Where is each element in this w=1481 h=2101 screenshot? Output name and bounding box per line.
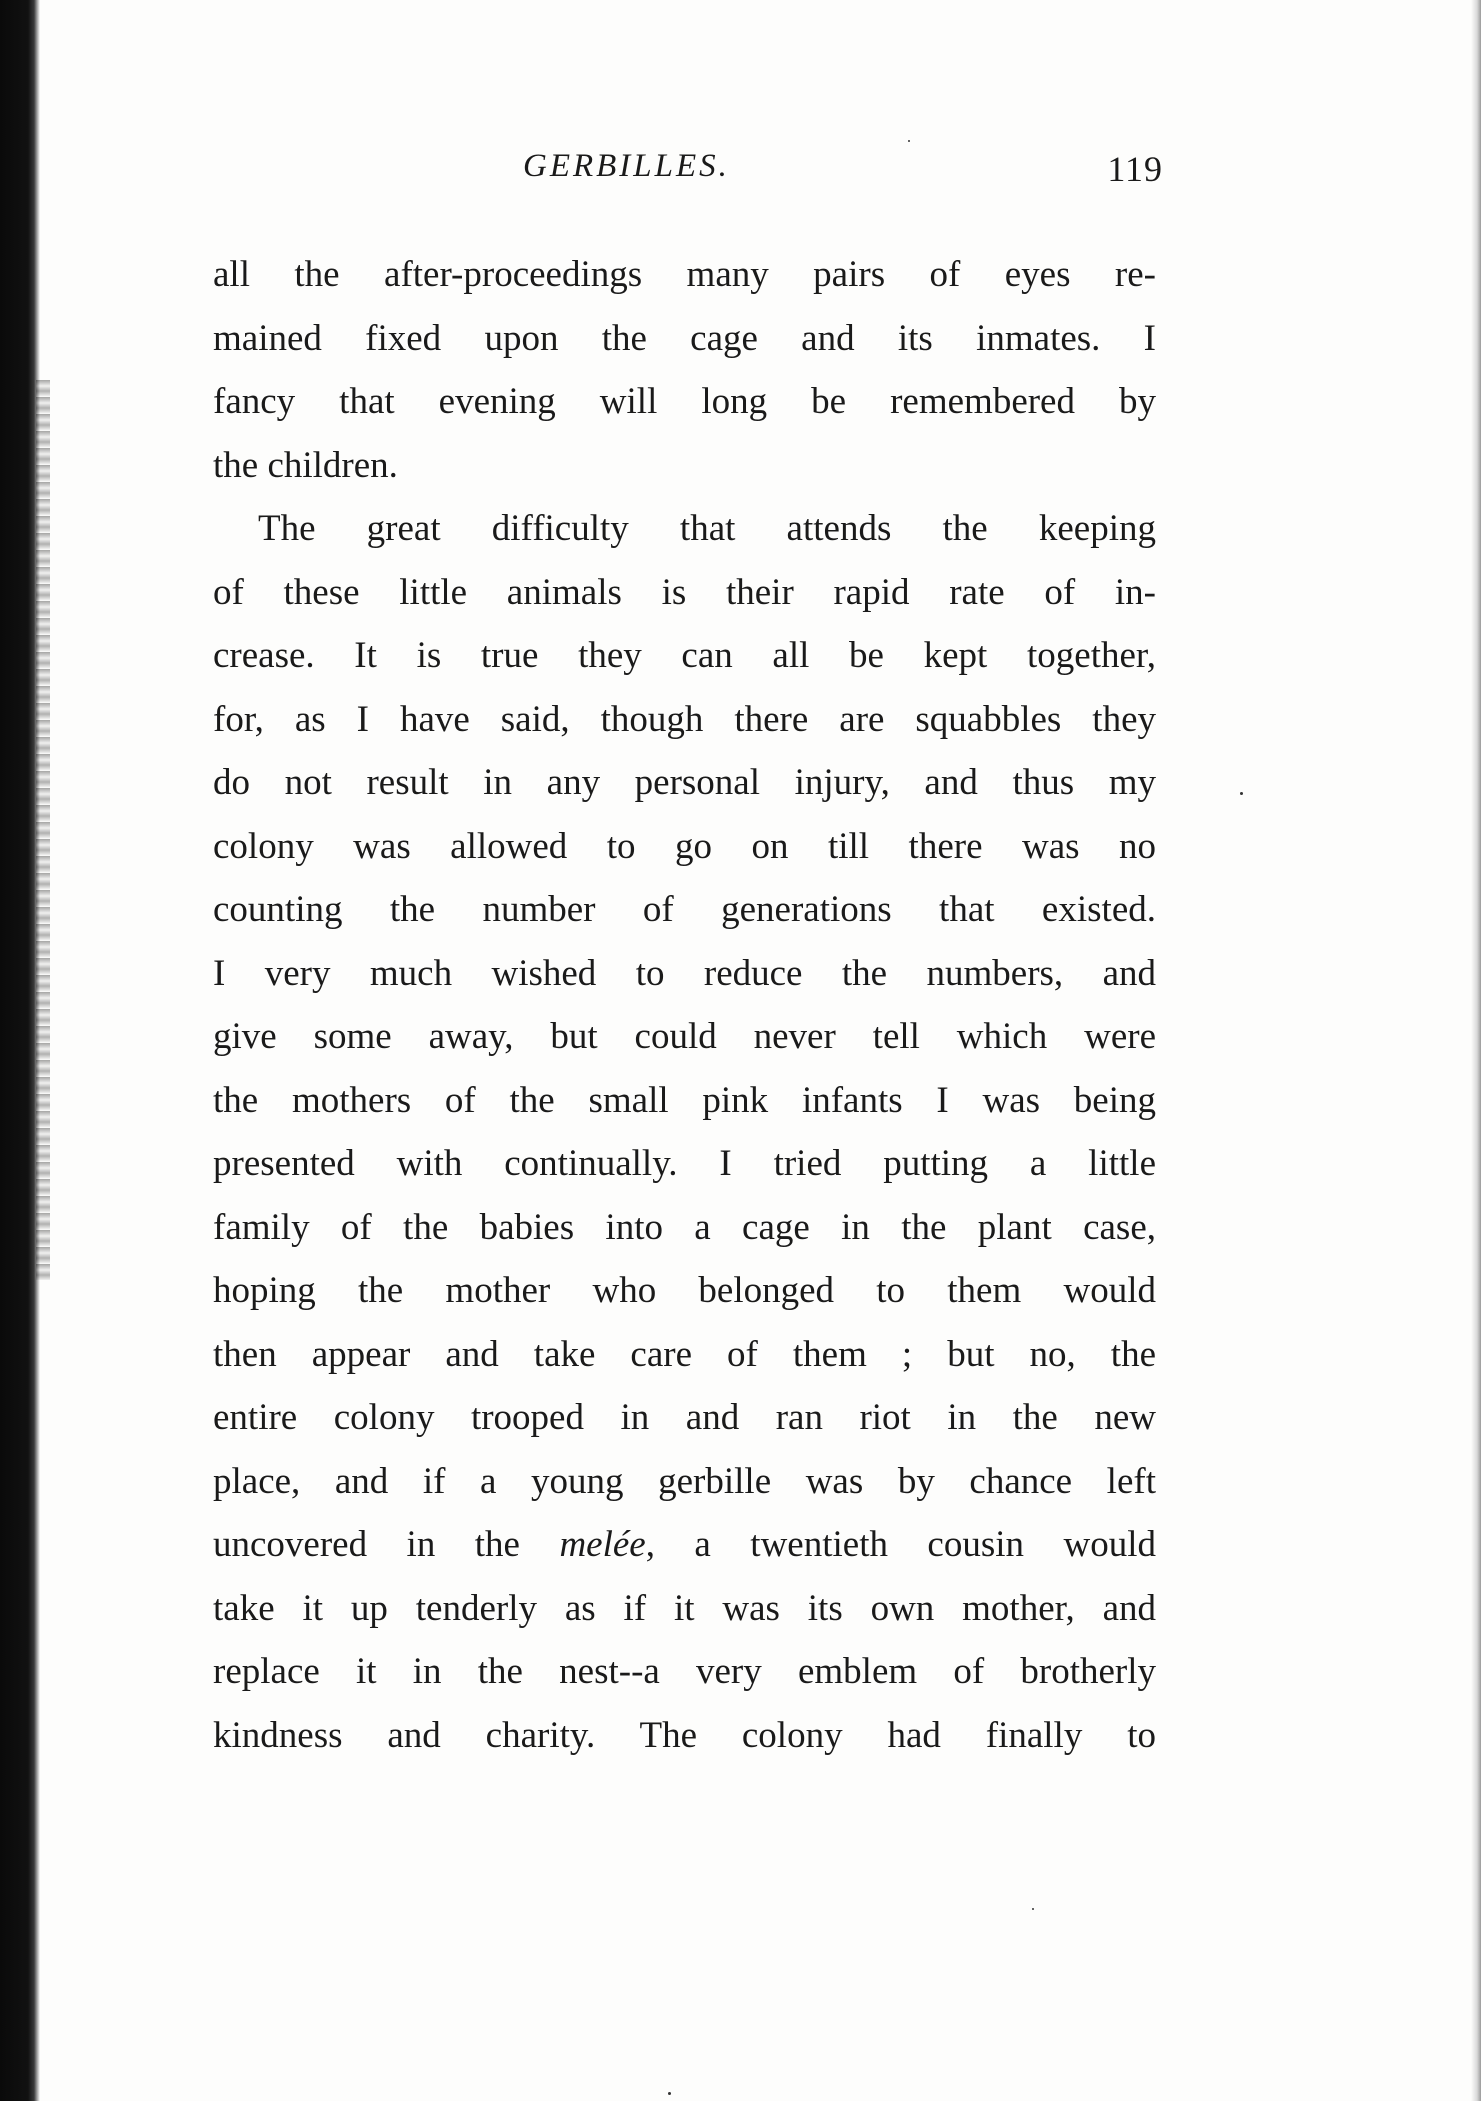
scan-binding-speckle [36, 380, 50, 1280]
text-line: hoping the mother who belonged to them would [213, 1270, 1156, 1311]
running-head [213, 148, 1163, 198]
running-title: GERBILLES. [523, 148, 730, 184]
scan-speck [908, 140, 910, 142]
text-line: crease. It is true they can all be kept together, [213, 635, 1156, 676]
body-text [213, 243, 1156, 1767]
text-line: all the after-proceedings many pairs of eyes re- [213, 254, 1156, 295]
text-fragment: , a twentieth cousin would [645, 1524, 1156, 1565]
text-line: I very much wished to reduce the numbers, and [213, 952, 1156, 994]
text-line: do not result in any personal injury, and thus my [213, 762, 1156, 803]
text-line: counting the number of generations that existed. [213, 889, 1156, 930]
scan-right-edge [1471, 0, 1481, 2101]
italic-word: melée [559, 1524, 646, 1565]
text-line-with-italic [213, 1513, 1156, 1577]
text-line: for, as I have said, though there are squabbles they [213, 698, 1156, 740]
text-line: fancy that evening will long be remembered by [213, 381, 1156, 422]
text-line: give some away, but could never tell which were [213, 1016, 1156, 1057]
paragraph-start-line: The great difficulty that attends the keeping [258, 508, 1156, 549]
text-line: mained fixed upon the cage and its inmates. I [213, 317, 1156, 359]
text-line: entire colony trooped in and ran riot in the new [213, 1397, 1156, 1438]
text-line: the mothers of the small pink infants I was being [213, 1079, 1156, 1121]
text-line: kindness and charity. The colony had finally to [213, 1714, 1156, 1756]
text-line: of these little animals is their rapid rate of in- [213, 571, 1156, 613]
scan-speck [668, 2092, 671, 2095]
scan-speck [1032, 1908, 1034, 1910]
page-number: 119 [1107, 149, 1163, 189]
text-line: then appear and take care of them ; but no, the [213, 1333, 1156, 1375]
text-line: replace it in the nest--a very emblem of brotherly [213, 1651, 1156, 1692]
text-line: the children. [213, 444, 398, 486]
text-line: presented with continually. I tried putting a little [213, 1143, 1156, 1184]
scan-speck [1240, 792, 1243, 795]
text-fragment: uncovered in the [213, 1524, 560, 1565]
text-line: place, and if a young gerbille was by chance left [213, 1460, 1156, 1502]
scan-binding-edge [0, 0, 40, 2101]
text-line: colony was allowed to go on till there was no [213, 825, 1156, 867]
text-line: family of the babies into a cage in the plant case, [213, 1206, 1156, 1248]
text-line: take it up tenderly as if it was its own mother, and [213, 1587, 1156, 1629]
